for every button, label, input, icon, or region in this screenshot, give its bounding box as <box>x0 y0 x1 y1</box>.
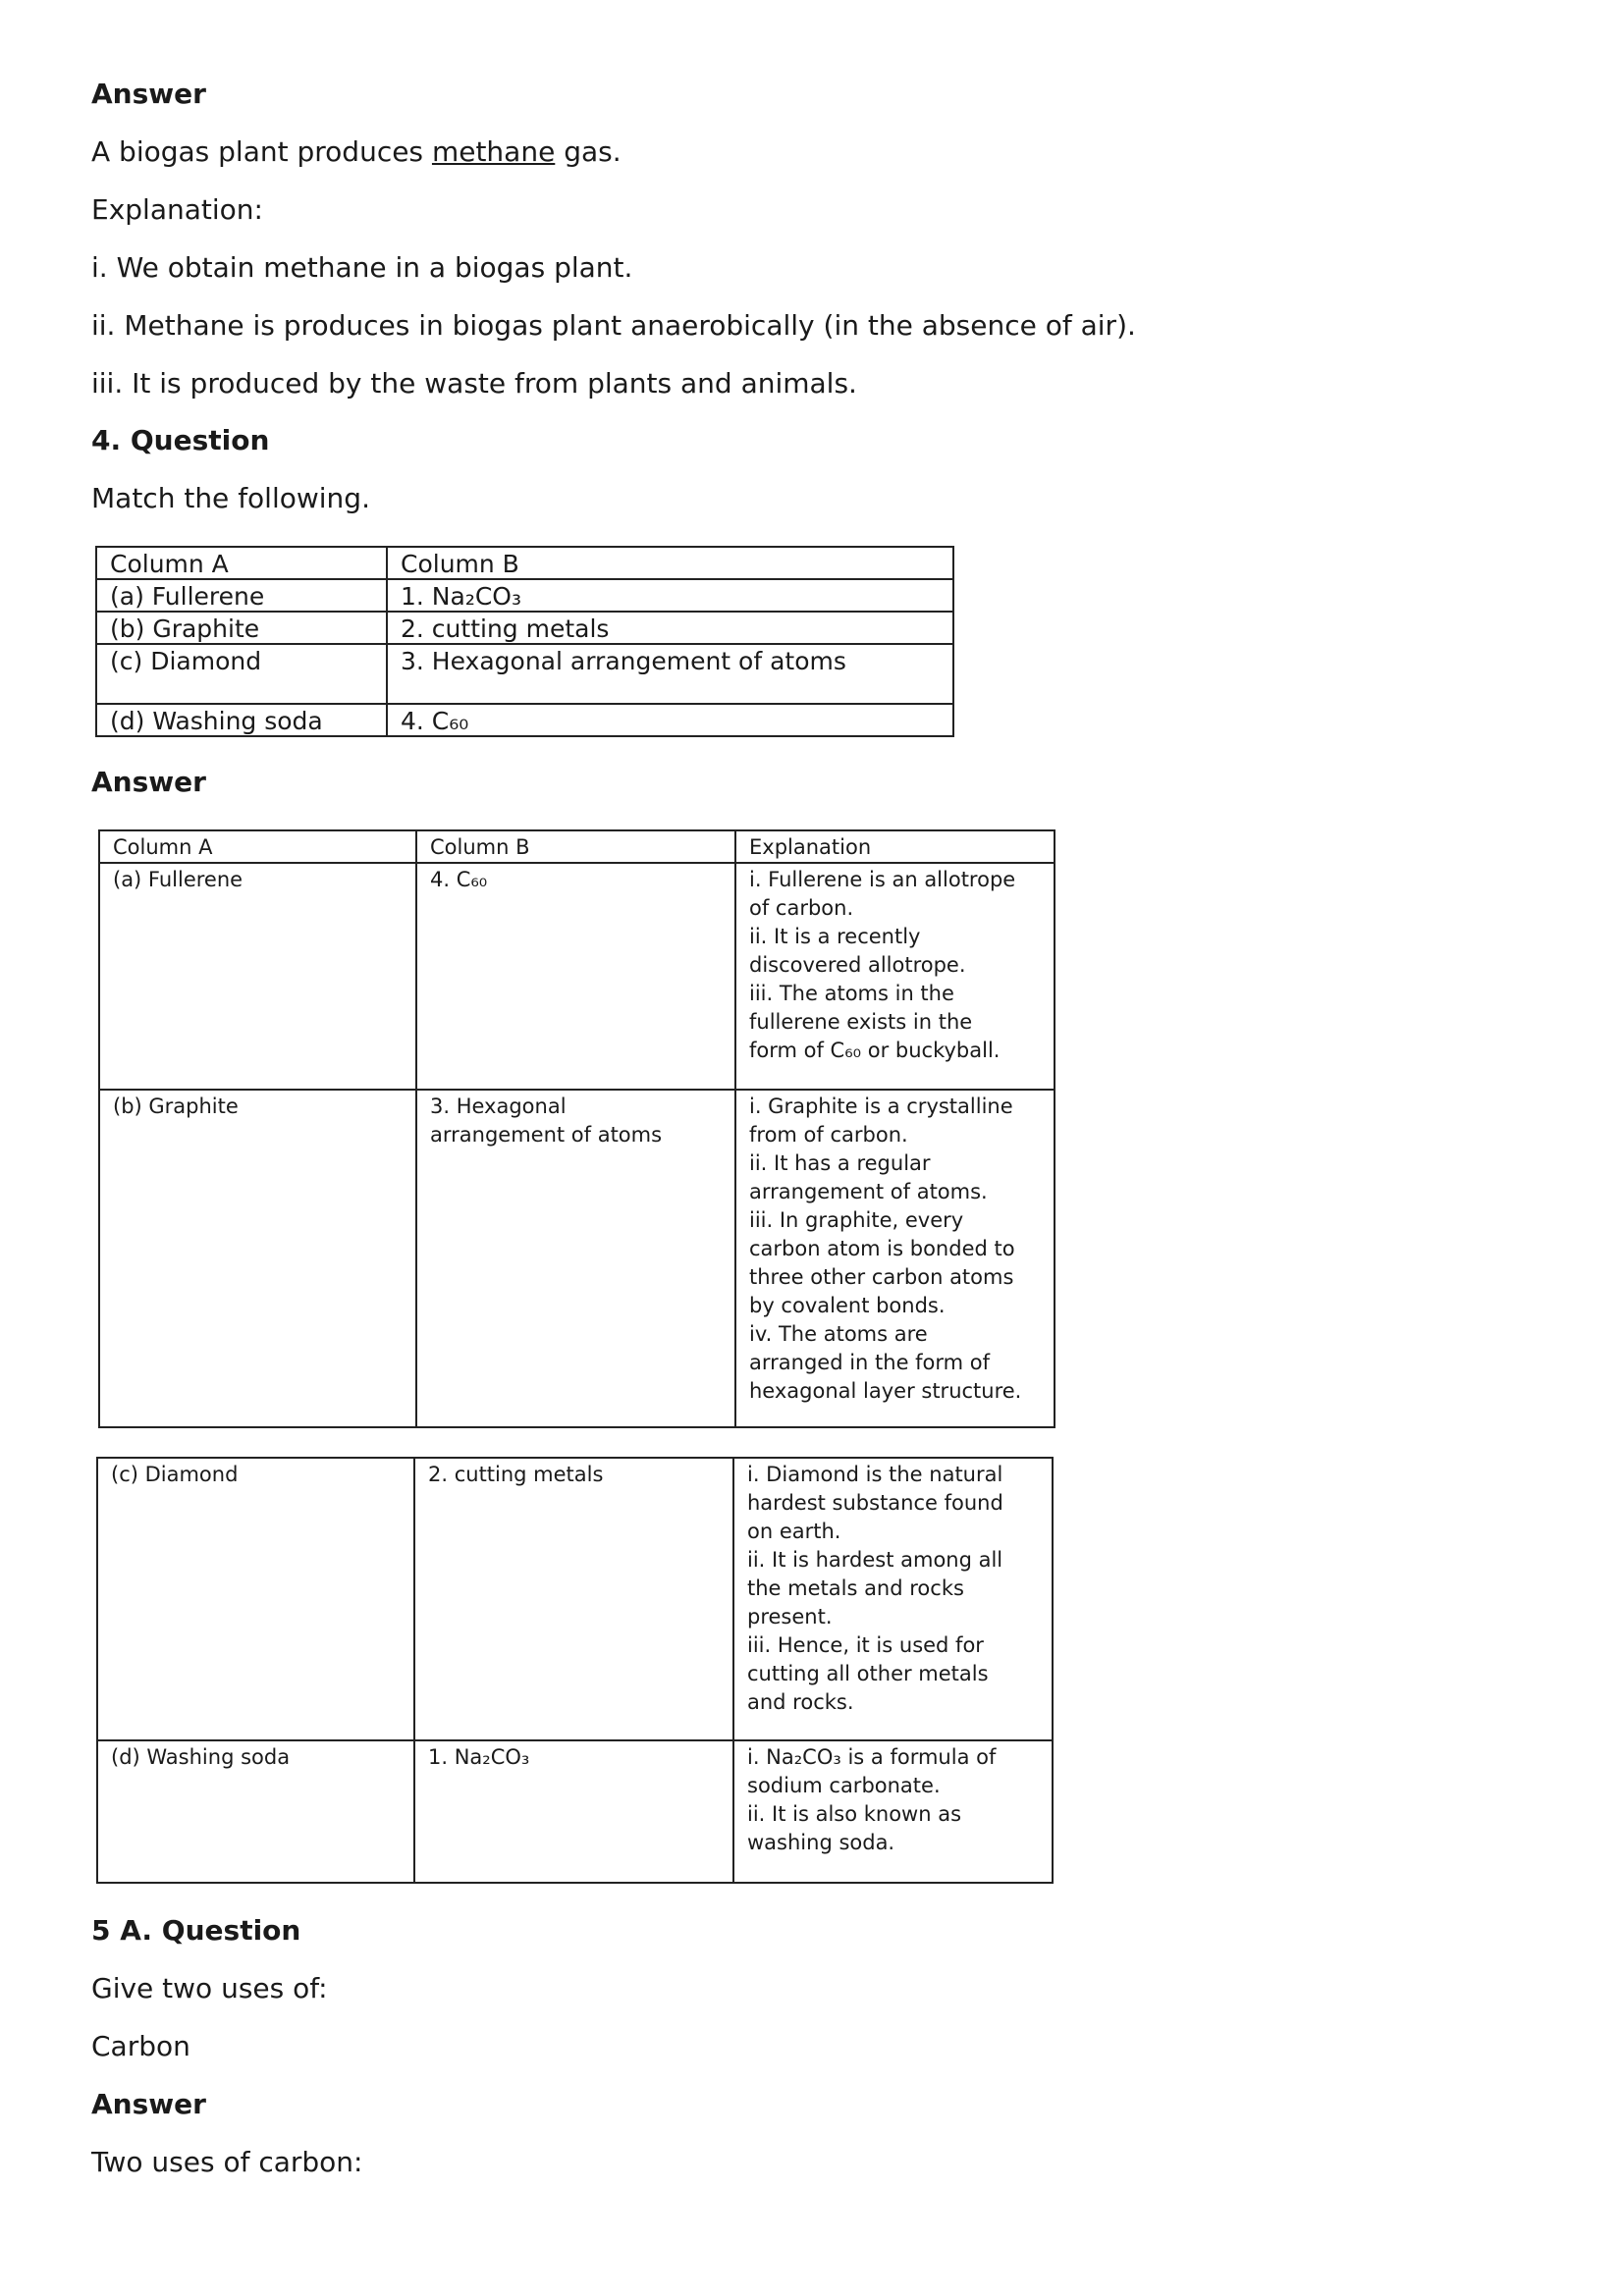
table-cell: (b) Graphite <box>99 1090 416 1427</box>
answer-heading: Answer <box>91 2088 206 2120</box>
explanation-point: ii. Methane is produces in biogas plant anaerobically (in the absence of air). <box>91 309 1136 342</box>
table-cell: i. Graphite is a crystalline from of carbon. ii. It has a regular arrangement of atoms. iii. In graphite, every carbon atom is bonded to three other carbon atoms by covalent bonds. iv. The atoms are arranged in the form of hexagonal layer structure. <box>735 1090 1055 1427</box>
table-cell: (d) Washing soda <box>96 704 387 736</box>
table-cell: i. Diamond is the natural hardest substance found on earth. ii. It is hardest among all the metals and rocks present. iii. Hence, it is used for cutting all other metals and rocks. <box>733 1458 1053 1740</box>
table-cell: 2. cutting metals <box>414 1458 733 1740</box>
table-row <box>96 644 953 704</box>
table-cell: 4. C₆₀ <box>416 863 735 1090</box>
table-header-row <box>96 547 953 579</box>
table-header-cell: Column A <box>96 547 387 579</box>
table-cell: 1. Na₂CO₃ <box>387 579 953 612</box>
answer-text: Two uses of carbon: <box>91 2146 363 2178</box>
table-header-cell: Column B <box>387 547 953 579</box>
answer-table-continued <box>96 1457 1054 1884</box>
match-question-table <box>95 546 954 737</box>
table-header-cell: Column B <box>416 830 735 863</box>
table-cell: (b) Graphite <box>96 612 387 644</box>
table-cell: (c) Diamond <box>96 644 387 704</box>
answer-heading: Answer <box>91 78 206 110</box>
table-cell: (c) Diamond <box>97 1458 414 1740</box>
table-cell: i. Na₂CO₃ is a formula of sodium carbonate. ii. It is also known as washing soda. <box>733 1740 1053 1883</box>
table-cell: 3. Hexagonal arrangement of atoms <box>387 644 953 704</box>
table-header-cell: Explanation <box>735 830 1055 863</box>
answer-sentence-suffix: gas. <box>555 135 622 168</box>
question-prompt: Match the following. <box>91 482 370 514</box>
table-header-row <box>99 830 1055 863</box>
table-cell: (d) Washing soda <box>97 1740 414 1883</box>
table-cell: i. Fullerene is an allotrope of carbon. ii. It is a recently discovered allotrope. iii. The atoms in the fullerene exists in the form of C₆₀ or buckyball. <box>735 863 1055 1090</box>
table-cell: (a) Fullerene <box>99 863 416 1090</box>
answer-sentence-answer: methane <box>431 135 556 168</box>
table-row <box>99 1090 1055 1427</box>
table-row <box>99 863 1055 1090</box>
table-header-cell: Column A <box>99 830 416 863</box>
table-cell: 2. cutting metals <box>387 612 953 644</box>
table-row <box>96 612 953 644</box>
question-prompt: Give two uses of: <box>91 1972 328 2004</box>
table-row <box>96 704 953 736</box>
answer-sentence-prefix: A biogas plant produces <box>91 135 432 168</box>
answer-table <box>98 829 1055 1428</box>
table-row <box>97 1740 1053 1883</box>
explanation-point: i. We obtain methane in a biogas plant. <box>91 251 633 284</box>
question-subject: Carbon <box>91 2030 190 2062</box>
table-cell: (a) Fullerene <box>96 579 387 612</box>
table-row <box>97 1458 1053 1740</box>
explanation-label: Explanation: <box>91 193 263 226</box>
table-cell: 1. Na₂CO₃ <box>414 1740 733 1883</box>
question-heading: 5 A. Question <box>91 1914 301 1947</box>
table-cell: 3. Hexagonal arrangement of atoms <box>416 1090 735 1427</box>
table-row <box>96 579 953 612</box>
table-cell: 4. C₆₀ <box>387 704 953 736</box>
explanation-point: iii. It is produced by the waste from plants and animals. <box>91 367 857 400</box>
answer-heading: Answer <box>91 766 206 798</box>
question-heading: 4. Question <box>91 424 270 456</box>
answer-sentence <box>91 135 622 169</box>
